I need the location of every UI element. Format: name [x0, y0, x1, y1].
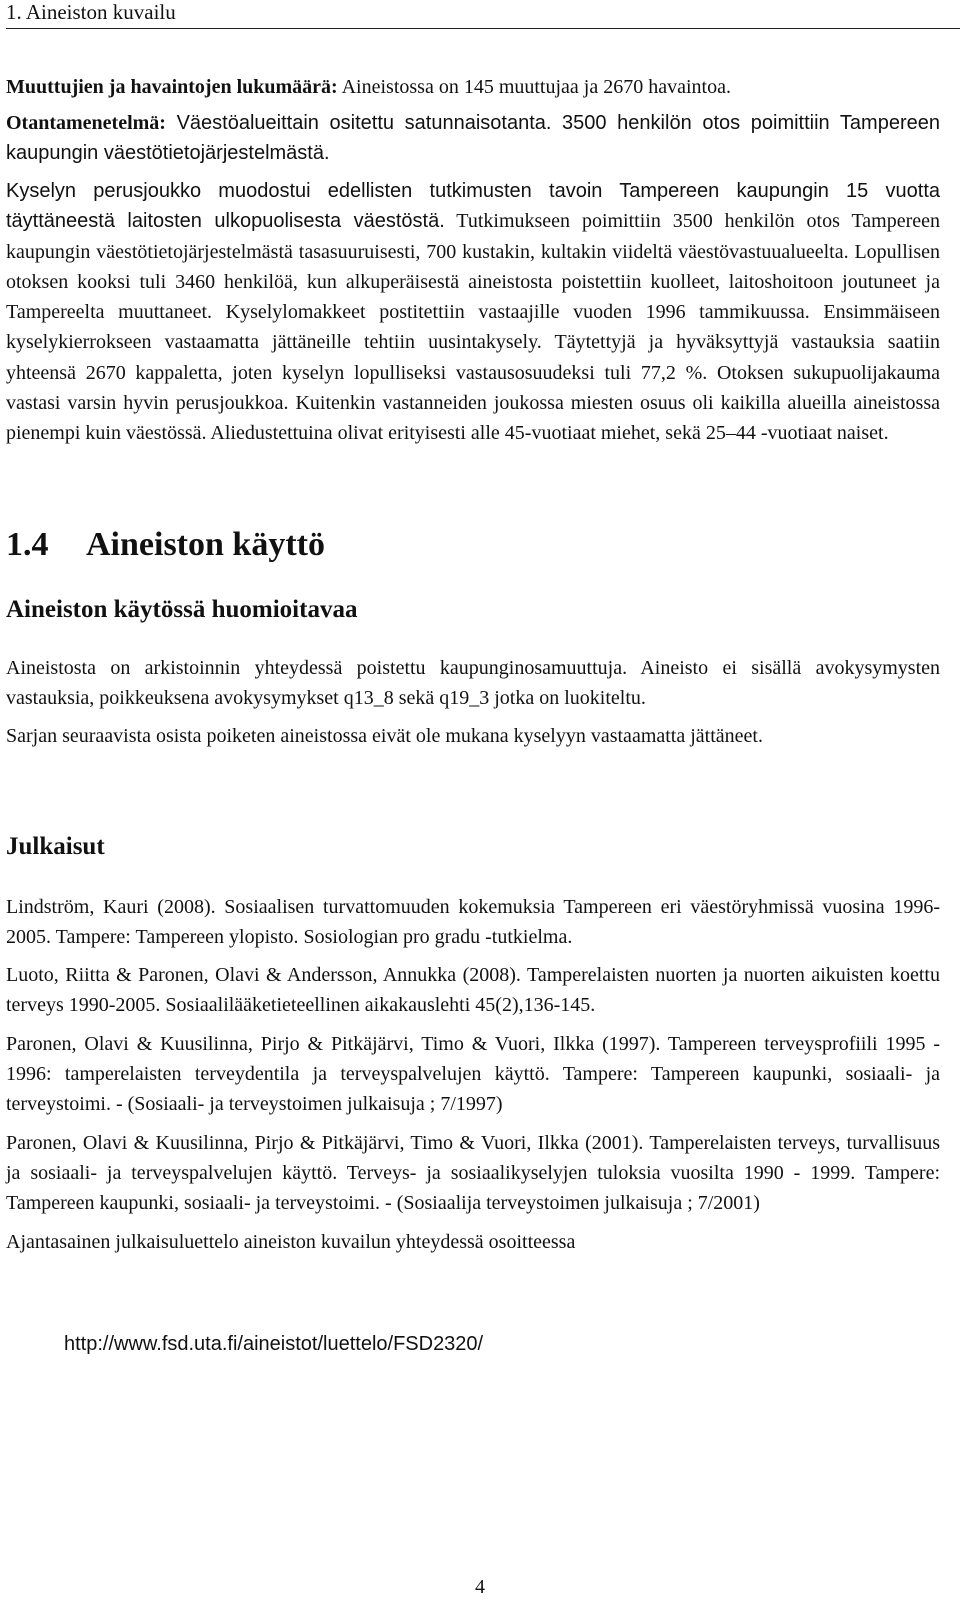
publication-list-note: Ajantasainen julkaisuluettelo aineiston kuvailun yhteydessä osoitteessa: [6, 1230, 576, 1253]
document-page: [6, 0, 940, 1356]
usage-paragraph-1: Aineistosta on arkistoinnin yhteydessä poistettu kaupunginosamuuttuja. Aineisto ei sisällä avokysymysten vastauksia, poikkeuksena avokysymykset q13_8 sekä q19_3 jotka on luokiteltu.: [6, 656, 940, 709]
population-description-serif: Tutkimukseen poimittiin 3500 henkilön otos Tampereen kaupungin väestötietojärjestelmästä tasasuuruisesti, 700 kustakin, kultakin viideltä väestövastuualueelta. Lopullisen otoksen kooksi tuli 3460 henkilöä, kun alkuperäisestä aineistosta poistettiin kuolleet, laitoshoitoon joutuneet ja Tampereelta muuttaneet. Kyselylomakkeet postitettiin vastaajille vuoden 1996 tammikuussa. Ensimmäiseen kyselykierrokseen vastaamatta jättäneille tehtiin uusintakysely. Täytettyjä ja hyväksyttyjä vastauksia saatiin yhteensä 2670 kappaletta, joten kyselyn lopulliseksi vastausosuudeksi tuli 77,2 %. Otoksen sukupuolijakauma vastasi varsin hyvin perusjoukkoa. Kuitenkin vastanneiden joukossa miesten osuus oli kaikilla alueilla aineistossa pienempi kuin väestössä. Aliedustettuina olivat erityisesti alle 45-vuotiaat miehet, sekä 25–44 -vuotiaat naiset.: [6, 210, 940, 445]
population-description: [6, 176, 940, 449]
sampling-value: Väestöalueittain ositettu satunnaisotanta. 3500 henkilön otos poimittiin Tampereen kaupungin väestötietojärjestelmästä.: [6, 112, 940, 164]
page-number: 4: [475, 1576, 485, 1598]
counts-field: [6, 72, 940, 102]
population-description-sans: Kyselyn perusjoukko muodostui edellisten tutkimusten tavoin Tampereen kaupungin 15 vuotta täyttäneestä laitosten ulkopuolisesta väestöstä.: [6, 180, 940, 233]
usage-heading: Aineiston käytössä huomioitavaa: [6, 595, 358, 623]
publication-item: Paronen, Olavi & Kuusilinna, Pirjo & Pitkäjärvi, Timo & Vuori, Ilkka (2001). Tamperelaisten terveys, turvallisuus ja sosiaali- ja terveyspalvelujen käyttö. Terveys- ja sosiaalikyselyjen tuloksia vuosilta 1990 - 1999. Tampere: Tampereen kaupunki, sosiaali- ja terveystoimi. - (Sosiaalija terveystoimen julkaisuja ; 7/2001): [6, 1131, 940, 1215]
publication-list-link[interactable]: http://www.fsd.uta.fi/aineistot/luettelo/FSD2320/: [64, 1332, 484, 1355]
section-title: Aineiston käyttö: [86, 525, 325, 563]
running-header: 1. Aineiston kuvailu: [6, 0, 960, 29]
sampling-field: [6, 108, 940, 168]
usage-paragraph-2: Sarjan seuraavista osista poiketen aineistossa eivät ole mukana kyselyyn vastaamatta jättäneet.: [6, 725, 763, 748]
counts-label: Muuttujien ja havaintojen lukumäärä:: [6, 76, 338, 98]
publication-item: Paronen, Olavi & Kuusilinna, Pirjo & Pitkäjärvi, Timo & Vuori, Ilkka (1997). Tampereen terveysprofiili 1995 - 1996: tamperelaisten terveydentila ja terveyspalvelujen käyttö. Tampere: Tampereen kaupunki, sosiaali- ja terveystoimi. - (Sosiaali- ja terveystoimen julkaisuja ; 7/1997): [6, 1032, 940, 1116]
publications-heading: Julkaisut: [6, 832, 105, 860]
counts-value: Aineistossa on 145 muuttujaa ja 2670 havaintoa.: [337, 76, 731, 98]
publication-item: Lindström, Kauri (2008). Sosiaalisen turvattomuuden kokemuksia Tampereen eri väestöryhmissä vuosina 1996-2005. Tampere: Tampereen ylopisto. Sosiologian pro gradu -tutkielma.: [6, 895, 940, 948]
section-heading: [6, 525, 940, 565]
publication-item: Luoto, Riitta & Paronen, Olavi & Andersson, Annukka (2008). Tamperelaisten nuorten ja nuorten aikuisten koettu terveys 1990-2005. Sosiaalilääketieteellinen aikakauslehti 45(2),136-145.: [6, 964, 940, 1017]
sampling-label: Otantamenetelmä:: [6, 112, 166, 134]
section-number: 1.4: [6, 525, 49, 563]
